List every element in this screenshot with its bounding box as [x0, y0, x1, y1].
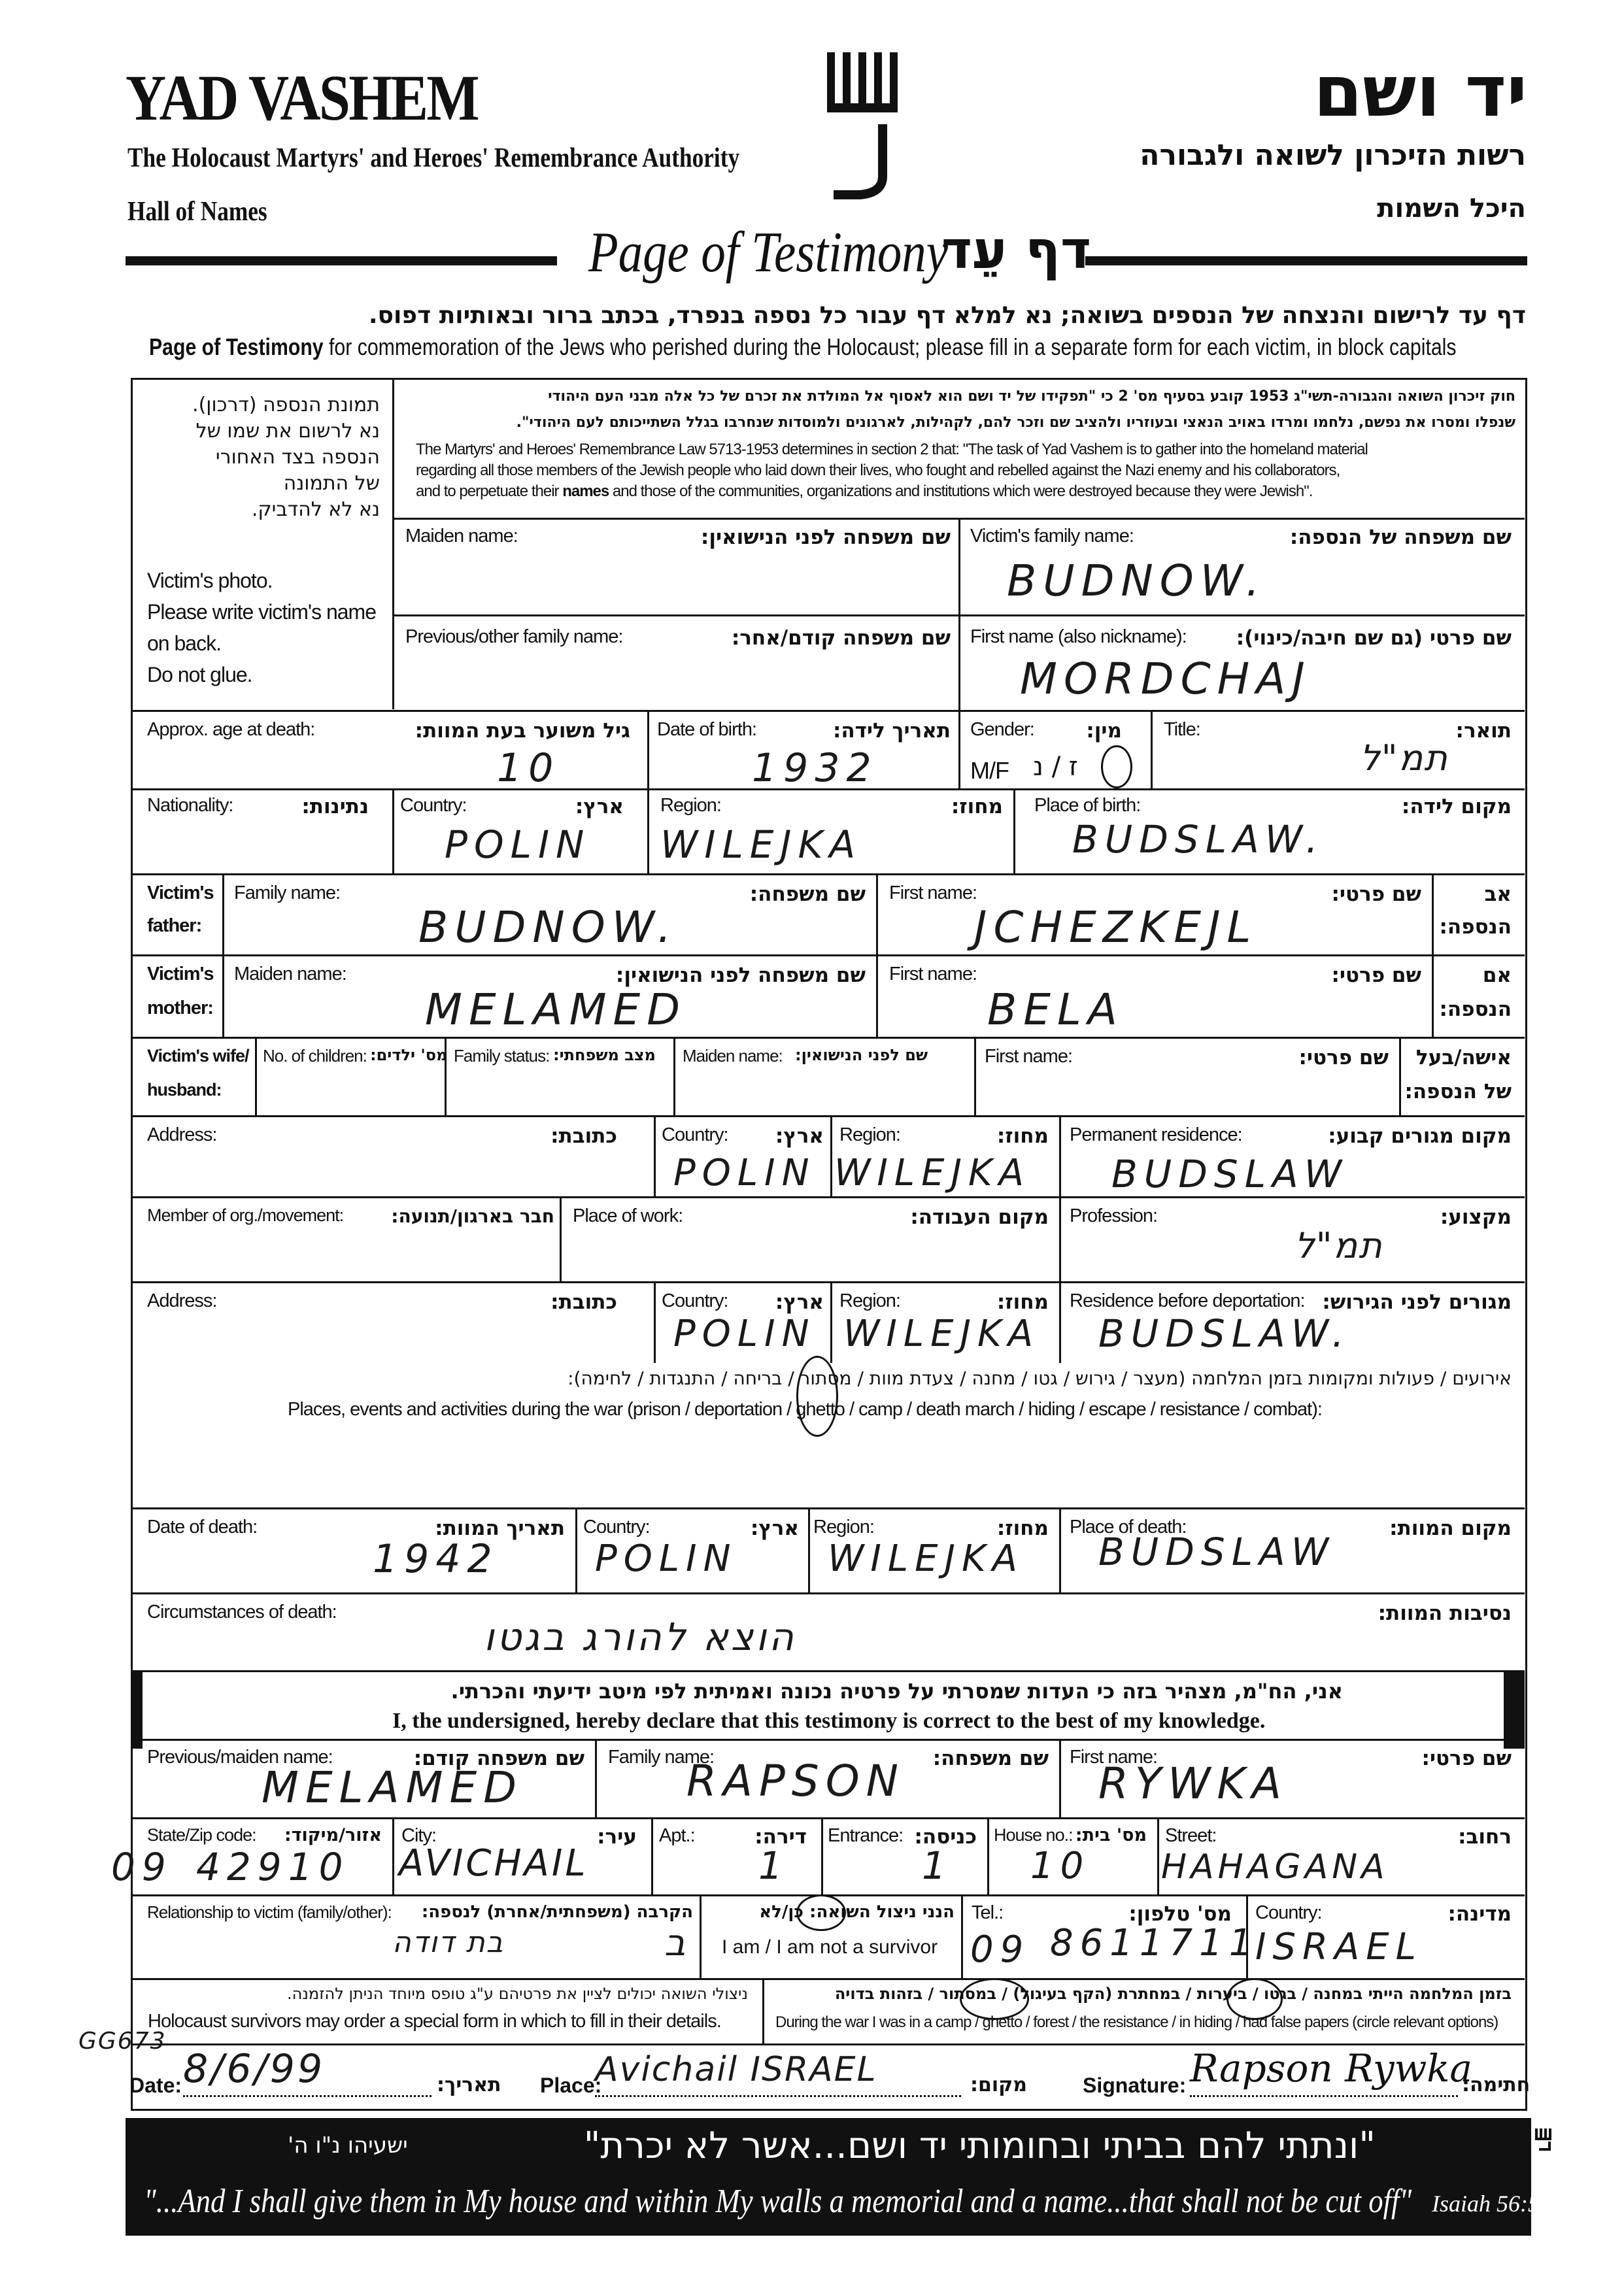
dod-country-label: Country: [583, 1517, 650, 1538]
date-value[interactable]: 8/6/99 [183, 2046, 326, 2092]
mother-label-1: Victim's [147, 964, 214, 984]
maiden-name-field[interactable] [396, 552, 955, 611]
org-subtitle-he: רשות הזיכרון לשואה ולגבורה [1140, 139, 1526, 172]
addr-country-value[interactable]: POLIN [673, 1152, 816, 1194]
father-label-2: father: [147, 915, 202, 936]
title-value[interactable]: תמ"ל [1360, 737, 1449, 779]
gender-label-he: מין: [1086, 719, 1122, 743]
law-he-2: שנפלו ומסרו את נפשם, נלחמו ומרדו באויב הנאצי ובעוזריו ולהציב שם וזכר להם, לקהילות, לארגונים ולמוסדות שנחרבו בגלל השתייכותם לעם היהודי". [516, 414, 1515, 431]
first-name-label-he: שם פרטי (גם שם חיבה/כינוי): [1236, 626, 1512, 650]
instructions-en-bold: Page of Testimony [149, 333, 324, 360]
org-name-en: YAD VASHEM [126, 61, 478, 134]
member-div1 [560, 1196, 562, 1281]
sp-div1 [255, 1037, 257, 1115]
nat-col-div2 [647, 788, 649, 873]
gender-options: M/F [970, 757, 1009, 784]
dob-value[interactable]: 1932 [752, 745, 878, 791]
during-war-he: בזמן המלחמה הייתי במחנה / בגטו / ביערות / במחתרת (הקף בעיגול) / במסתור / בזהות בדויה [834, 1985, 1512, 2003]
ghetto-circle [796, 1356, 838, 1437]
during-war-en: During the war I was in a camp / ghetto / forest / the resistance / in hiding / had false papers (circle relevant options) [775, 2013, 1498, 2031]
row-rule-mother [132, 954, 1525, 956]
special-form-en: Holocaust survivors may order a special form in which to fill in their details. [148, 2011, 721, 2032]
title-rule-right [1085, 256, 1527, 265]
survivor-circle [796, 1894, 846, 1931]
street-value[interactable]: HAHAGANA [1161, 1847, 1389, 1887]
law-en-3c: and those of the communities, organizations and institutions which were destroyed because they were Jewish". [612, 482, 1313, 500]
signature-underline [1190, 2095, 1458, 2097]
mother-first-label: First name: [889, 964, 977, 984]
nat-region-label: Region: [660, 795, 721, 816]
addr-country-label-he: ארץ: [775, 1124, 824, 1148]
status-label-he: מצב משפחתי: [553, 1046, 656, 1064]
member-label-he: חבר בארגון/תנועה: [391, 1205, 554, 1227]
title-rule-left [126, 256, 557, 265]
place-label-he: מקום: [970, 2074, 1027, 2096]
spouse-first-label-he: שם פרטי: [1298, 1046, 1389, 1069]
addr-div3 [1059, 1115, 1061, 1197]
place-underline [595, 2095, 961, 2097]
row-rule-spouse [132, 1037, 1525, 1039]
state-label-he: אזור/מיקוד: [284, 1825, 382, 1845]
special-div [762, 1978, 764, 2043]
dep-div3 [1059, 1281, 1061, 1363]
gender-marks[interactable]: ז / נ [1033, 752, 1078, 782]
nat-country-label-he: ארץ: [575, 795, 624, 818]
father-first-label-he: שם פרטי: [1331, 882, 1421, 906]
survivor-label-en: I am / I am not a survivor [722, 1936, 938, 1958]
dod-country-value[interactable]: POLIN [595, 1538, 737, 1580]
pob-label-he: מקום לידה: [1401, 795, 1512, 818]
maiden-name-label-he: שם משפחה לפני הנישואין: [700, 526, 951, 549]
photo-he-2: נא לרשום את שמו של [195, 420, 380, 443]
row-rule-circ [132, 1592, 1525, 1594]
place-value[interactable]: Avichail ISRAEL [595, 2050, 877, 2089]
city-value[interactable]: AVICHAIL [399, 1842, 588, 1885]
perm-res-value[interactable]: BUDSLAW [1111, 1152, 1349, 1196]
apt-value[interactable]: 1 [758, 1843, 789, 1888]
dep-region-label-he: מחוז: [996, 1290, 1049, 1314]
resdep-value[interactable]: BUDSLAW. [1098, 1311, 1351, 1356]
family-name-label-he: שם משפחה של הנספה: [1289, 526, 1512, 549]
spouse-first-label: First name: [985, 1046, 1073, 1067]
declaration-band-right [1504, 1670, 1525, 1749]
row-rule-witness [132, 1739, 1525, 1741]
circ-label: Circumstances of death: [147, 1602, 337, 1622]
entrance-label-he: כניסה: [914, 1825, 977, 1849]
addr-region-value[interactable]: WILEJKA [834, 1152, 1031, 1194]
pob-label: Place of birth: [1034, 795, 1141, 816]
country2-label-he: מדינה: [1447, 1902, 1512, 1926]
date-underline [183, 2095, 431, 2097]
witness-prevname-value[interactable]: MELAMED [262, 1762, 524, 1813]
father-label-he-1: אב [1484, 882, 1512, 906]
zip-value[interactable]: 42910 [196, 1845, 350, 1889]
first-name-label: First name (also nickname): [970, 626, 1187, 647]
father-label-he-2: הנספה: [1439, 915, 1512, 939]
org-subtitle-en: The Holocaust Martyrs' and Heroes' Remembrance Authority [127, 143, 740, 173]
nat-col-div3 [1013, 788, 1015, 873]
city-label: City: [401, 1825, 436, 1846]
law-en-1: The Martyrs' and Heroes' Remembrance Law 5713-1953 determines in section 2 that: "The task of Yad Vashem is to gather into the homeland material [416, 441, 1368, 458]
age-label-he: גיל משוער בעת המוות: [414, 719, 630, 743]
addr-country-label: Country: [662, 1124, 728, 1145]
name-row-rule [392, 614, 1525, 616]
dep-address-label: Address: [147, 1290, 217, 1311]
address-label-he: כתובת: [550, 1124, 617, 1148]
age-col-div2 [958, 710, 960, 788]
member-div2 [1059, 1196, 1061, 1281]
wa-div4 [987, 1817, 989, 1894]
yad-vashem-logo [820, 46, 905, 203]
witness-family-label-he: שם משפחה: [932, 1747, 1049, 1770]
row-rule-dod [132, 1507, 1525, 1509]
dod-value[interactable]: 1942 [373, 1536, 499, 1582]
events-label-en: Places, events and activities during the war (prison / deportation / ghetto / camp / death march / hiding / escape / resistance / combat): [288, 1399, 1322, 1420]
photo-en-2: Please write victim's name [147, 600, 376, 624]
hall-of-names-he: היכל השמות [1377, 193, 1526, 224]
addr-div2 [830, 1115, 832, 1197]
witness-first-value[interactable]: RYWKA [1098, 1758, 1288, 1809]
witness-family-label: Family name: [608, 1747, 715, 1768]
father-family-label: Family name: [234, 882, 341, 903]
street-label: Street: [1165, 1825, 1217, 1846]
sp-div5 [1399, 1037, 1401, 1115]
dod-region-value[interactable]: WILEJKA [828, 1538, 1024, 1580]
survivor-mark-value[interactable]: ב [664, 1922, 692, 1964]
children-label: No. of children: [263, 1046, 367, 1066]
spouse-label-2: husband: [147, 1080, 222, 1100]
pod-label: Place of death: [1070, 1517, 1187, 1538]
father-family-value[interactable]: BUDNOW. [418, 902, 678, 952]
law-en-3a: and to perpetuate their [416, 482, 559, 500]
survivor-label-he: הנני ניצול השואה: כן/לא [759, 1902, 955, 1922]
photo-en-3: on back. [147, 631, 221, 655]
mother-label-he-2: הנספה: [1439, 998, 1512, 1021]
nat-country-label: Country: [400, 795, 467, 816]
wa-div3 [821, 1817, 823, 1894]
dep-country-label-he: ארץ: [775, 1290, 824, 1314]
house-label: House no.: [994, 1825, 1073, 1845]
photo-he-1: תמונת הנספה (דרכון). [192, 394, 380, 416]
nat-region-label-he: מחוז: [951, 795, 1003, 818]
photo-divider [392, 379, 394, 709]
law-en-2: regarding all those members of the Jewish people who laid down their lives, who fought and rebelled against the Nazi enemy and his collaborators, [416, 462, 1340, 479]
row-rule-date [132, 2043, 1525, 2045]
profession-value[interactable]: תמ"ל [1294, 1225, 1383, 1266]
dob-label-he: תאריך לידה: [832, 719, 951, 743]
spouse-label-he-1: אישה/בעל [1415, 1046, 1512, 1069]
gender-circle [1101, 745, 1132, 788]
place-label: Place: [540, 2074, 602, 2097]
photo-en-1: Victim's photo. [147, 569, 273, 592]
mother-label-2: mother: [147, 998, 213, 1018]
rel-div1 [700, 1894, 702, 1978]
witness-family-value[interactable]: RAPSON [686, 1756, 905, 1806]
entrance-label: Entrance: [828, 1825, 904, 1846]
row-rule-father [132, 873, 1525, 875]
wit-div1 [595, 1739, 597, 1817]
special-form-he: ניצולי השואה יכולים לציין את פרטיהם ע"ג טופס מיוחד הניתן להזמנה. [287, 1985, 748, 2003]
sp-div3 [673, 1037, 675, 1115]
photo-en-4: Do not glue. [147, 663, 252, 686]
circumstances-value[interactable]: הוצא להורג בגטו [484, 1615, 796, 1659]
footer-verse-en: "...And I shall give them in My house and within My walls a memorial and a name...that shall not be cut off" [144, 2183, 1412, 2220]
status-label: Family status: [454, 1046, 550, 1066]
dod-div3 [1059, 1507, 1061, 1592]
events-field[interactable] [137, 1432, 1517, 1504]
apt-label-he: דירה: [754, 1825, 807, 1849]
instructions-en [149, 333, 1457, 361]
row-rule-special [132, 1978, 1525, 1980]
family-name-value[interactable]: BUDNOW. [1007, 556, 1266, 606]
nationality-label-he: נתינות: [301, 795, 369, 818]
dod-country-label-he: ארץ: [750, 1517, 799, 1540]
father-family-label-he: שם משפחה: [749, 882, 866, 906]
addr-region-label: Region: [839, 1124, 900, 1145]
profession-label-he: מקצוע: [1440, 1205, 1512, 1229]
row-rule-member [132, 1196, 1525, 1198]
form-title-en: Page of Testimony [588, 221, 948, 284]
resdep-label-he: מגורים לפני הגירוש: [1322, 1290, 1512, 1314]
nationality-region-value[interactable]: WILEJKA [660, 822, 862, 867]
row-rule-address [132, 1115, 1525, 1117]
prevmaiden-label-he: שם משפחה קודם: [413, 1747, 584, 1770]
title-label-he: תואר: [1455, 719, 1512, 743]
pod-value[interactable]: BUDSLAW [1098, 1530, 1336, 1574]
declaration-he: אני, הח"מ, מצהיר בזה כי העדות שמסרתי על פרטיה נכונה ואמיתית לפי מיטב ידיעתי והכרתי. [450, 1679, 1343, 1704]
events-label-he: אירועים / פעולות ומקומות בזמן המלחמה (מעצר / גירוש / גטו / מחנה / צעדת מוות / מסתור / בריחה / התנגדות / לחימה): [567, 1368, 1512, 1389]
nationality-country-value[interactable]: POLIN [445, 822, 591, 867]
dod-label: Date of death: [147, 1517, 258, 1538]
father-label-1: Victim's [147, 882, 214, 903]
ghetto-circle-2 [1226, 1978, 1283, 2020]
photo-he-4: של התמונה [283, 472, 380, 495]
date-label-he: תאריך: [437, 2074, 501, 2096]
work-label: Place of work: [573, 1205, 683, 1226]
wa-div2 [651, 1817, 653, 1894]
dep-address-label-he: כתובת: [550, 1290, 617, 1314]
perm-res-label: Permanent residence: [1070, 1124, 1242, 1145]
nat-col-div1 [392, 788, 394, 873]
relationship-value[interactable]: בת דודה [392, 1926, 505, 1959]
law-en-3b: names [562, 482, 609, 500]
street-label-he: רחוב: [1458, 1825, 1512, 1849]
wa-div5 [1157, 1817, 1159, 1894]
hall-of-names-en: Hall of Names [127, 197, 267, 227]
dep-country-value[interactable]: POLIN [673, 1313, 816, 1355]
signature-value[interactable]: Rapson Rywka [1190, 2046, 1472, 2091]
mother-maiden-value[interactable]: MELAMED [425, 984, 687, 1035]
pod-label-he: מקום המוות: [1389, 1517, 1512, 1540]
age-col-div1 [647, 710, 649, 788]
mother-first-value[interactable]: BELA [987, 984, 1124, 1035]
maiden-name-label: Maiden name: [405, 526, 518, 546]
forest-circle [960, 1978, 1029, 2020]
relationship-label: Relationship to victim (family/other): [147, 1902, 392, 1922]
country-value[interactable]: ISRAEL [1255, 1926, 1423, 1968]
footer-ref-he: ישעיהו נ"ו ה' [288, 2132, 408, 2159]
law-en-3 [416, 482, 1312, 501]
dep-div1 [654, 1281, 656, 1363]
first-name-value[interactable]: MORDCHAJ [1020, 654, 1311, 704]
dod-div2 [808, 1507, 810, 1592]
father-first-value[interactable]: JCHEZKEJL [974, 902, 1258, 952]
spouse-label-1: Victim's wife/ [147, 1046, 249, 1066]
photo-box[interactable] [134, 379, 390, 709]
instructions-he: דף עד לרישום והנצחה של הנספים בשואה; נא למלא דף עבור כל נספה בנפרד, בכתב ברור ובאותיות דפוס. [368, 302, 1526, 329]
small-logo-icon [1534, 2127, 1556, 2153]
signature-label-he: חתימה: [1462, 2074, 1531, 2096]
entrance-value[interactable]: 1 [922, 1843, 953, 1888]
mother-maiden-label-he: שם משפחה לפני הנישואין: [615, 964, 866, 987]
zip-prefix-value[interactable]: 09 [111, 1845, 173, 1889]
pob-value[interactable]: BUDSLAW. [1072, 817, 1325, 862]
mother-maiden-label: Maiden name: [234, 964, 347, 984]
prev-name-field[interactable] [396, 654, 955, 706]
circ-label-he: נסיבות המוות: [1378, 1602, 1512, 1625]
dep-div2 [830, 1281, 832, 1363]
house-value[interactable]: 10 [1030, 1845, 1091, 1887]
law-he-1: חוק זיכרון השואה והגבורה-תשי"ג 1953 קובע בסעיף מס' 2 כי "תפקידו של יד ושם הוא לאסוף אל המולדת את זכרם של כל אלה מבני העם היהודי [548, 388, 1515, 405]
file-number: GG673 [78, 2028, 167, 2055]
rel-div2 [961, 1894, 963, 1978]
family-name-label: Victim's family name: [970, 526, 1134, 546]
signature-label: Signature: [1083, 2074, 1187, 2097]
declaration-en: I, the undersigned, hereby declare that this testimony is correct to the best of my knowledge. [392, 1709, 1266, 1733]
state-label: State/Zip code: [147, 1825, 256, 1845]
tel-label-he: מס' טלפון: [1128, 1902, 1232, 1926]
house-label-he: מס' בית: [1075, 1825, 1147, 1845]
witness-first-label: First name: [1070, 1747, 1158, 1768]
dod-div1 [575, 1507, 577, 1592]
law-text-block [400, 384, 1519, 515]
org-name-he: יד ושם [1313, 51, 1527, 133]
resdep-label: Residence before deportation: [1070, 1290, 1305, 1311]
prevmaiden-label: Previous/maiden name: [147, 1747, 333, 1768]
dod-region-label: Region: [813, 1517, 874, 1538]
gender-label: Gender: [970, 719, 1034, 740]
dep-country-label: Country: [662, 1290, 728, 1311]
perm-res-label-he: מקום מגורים קבוע: [1328, 1124, 1512, 1148]
apt-label: Apt.: [659, 1825, 695, 1846]
spouse-maiden-label-he: שם לפני הנישואין: [795, 1046, 928, 1064]
tel-prefix-value[interactable]: 09 [970, 1928, 1030, 1971]
instructions-en-text: for commemoration of the Jews who perished during the Holocaust; please fill in a separate form for each victim, in block capitals [329, 333, 1457, 360]
address-label: Address: [147, 1124, 217, 1145]
dep-region-label: Region: [839, 1290, 900, 1311]
date-label: Date: [129, 2074, 182, 2097]
spouse-label-he-2: של הנספה: [1404, 1080, 1512, 1103]
children-label-he: מס' ילדים: [370, 1046, 448, 1064]
addr-region-label-he: מחוז: [996, 1124, 1049, 1148]
sp-div4 [974, 1037, 976, 1115]
addr-div1 [654, 1115, 656, 1197]
country2-label: Country: [1255, 1902, 1322, 1923]
photo-he-5: נא לא להדביק. [251, 498, 380, 521]
row-rule-resdep [132, 1281, 1525, 1283]
member-label: Member of org./movement: [147, 1205, 344, 1225]
age-value[interactable]: 10 [497, 745, 560, 791]
photo-he-3: הנספה בצד האחורי [215, 446, 380, 469]
footer-ref-en: Isaiah 56:5 [1432, 2191, 1540, 2217]
dod-label-he: תאריך המוות: [435, 1517, 565, 1540]
row-rule-declaration-top [132, 1670, 1525, 1672]
nationality-label: Nationality: [147, 795, 233, 816]
row-rule-address2 [132, 1817, 1525, 1819]
father-first-label: First name: [889, 882, 977, 903]
wa-div1 [392, 1817, 394, 1894]
declaration-band-left [131, 1670, 143, 1749]
dod-region-label-he: מחוז: [996, 1517, 1049, 1540]
prev-name-label-he: שם משפחה קודם/אחר: [731, 626, 951, 650]
city-label-he: עיר: [597, 1825, 637, 1849]
footer-verse-he: "ונתתי להם בביתי ובחומותי יד ושם...אשר לא יכרת" [583, 2125, 1376, 2167]
prev-name-label: Previous/other family name: [405, 626, 623, 647]
mother-first-label-he: שם פרטי: [1331, 964, 1421, 987]
tel-value[interactable]: 8611711 [1050, 1922, 1259, 1964]
row-rule-age [132, 710, 1525, 712]
dob-label: Date of birth: [657, 719, 757, 740]
witness-first-label-he: שם פרטי: [1421, 1747, 1512, 1770]
age-label: Approx. age at death: [147, 719, 315, 740]
form-title-he: דף עֵד [941, 220, 1092, 280]
mother-label-he-1: אם [1482, 964, 1512, 987]
title-label: Title: [1164, 719, 1200, 740]
dep-region-value[interactable]: WILEJKA [843, 1313, 1040, 1355]
relationship-label-he: הקרבה (משפחתית/אחרת) לנספה: [421, 1902, 693, 1922]
age-col-div3 [1151, 710, 1153, 788]
tel-label: Tel.: [972, 1902, 1004, 1923]
profession-label: Profession: [1070, 1205, 1158, 1226]
work-label-he: מקום העבודה: [910, 1205, 1049, 1229]
spouse-maiden-label: Maiden name: [683, 1046, 783, 1066]
wit-div2 [1059, 1739, 1061, 1817]
